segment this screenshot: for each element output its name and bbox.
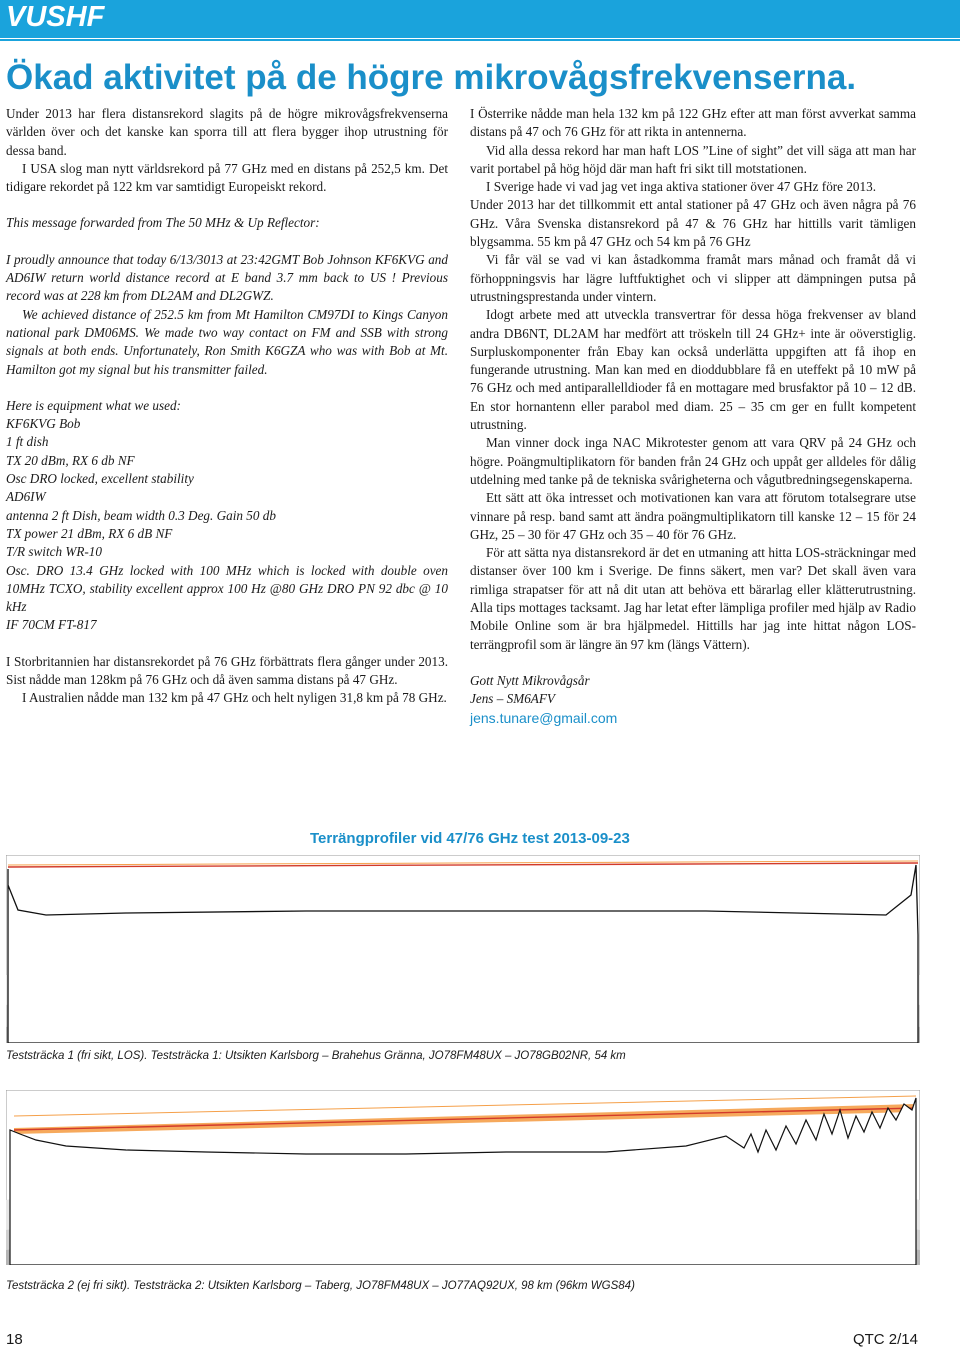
figure-caption-1: Teststräcka 1 (fri sikt, LOS). Teststräcka 1: Utsikten Karlsborg – Brahehus Gränna, JO78FM48UX – JO78GB02NR, 54 km — [6, 1050, 626, 1062]
los-paragraph: Vid alla dessa rekord har man haft LOS ”Line of sight” det vill säga att man har varit portabel på hög höjd där man haft fri sikt till motstationen. — [470, 142, 916, 176]
equipment-list — [6, 397, 448, 635]
equipment-line: AD6IW — [6, 489, 46, 505]
email-link[interactable]: jens.tunare@gmail.com — [470, 709, 618, 726]
issue-label: QTC 2/14 — [852, 1331, 918, 1348]
equipment-line: TX 20 dBm, RX 6 db NF — [6, 452, 135, 468]
section-label: VUSHF — [6, 1, 105, 33]
usa-paragraph: I USA slog man nytt världsrekord på 77 GHz med en distans på 252,5 km. Det tidigare rekordet på 122 km var samtidigt Europeiskt rekord. — [6, 160, 448, 195]
equipment-line: antenna 2 ft Dish, beam width 0.3 Deg. Gain 50 db — [6, 507, 276, 523]
greeting: Gott Nytt Mikrovågsår — [470, 672, 590, 688]
quote-paragraph-1: I proudly announce that today 6/13/3013 at 23:42GMT Bob Johnson KF6KVG and AD6IW return world distance record at E band 3.7 mm back to US ! Previous record was at 228 km from DL2AM and DL2GWZ. — [6, 251, 448, 304]
figure-title: Terrängprofiler vid 47/76 GHz test 2013-09-23 — [310, 830, 630, 847]
signature: Jens – SM6AFV — [470, 691, 555, 707]
figure-caption-2: Teststräcka 2 (ej fri sikt). Teststräcka 2: Utsikten Karlsborg – Taberg, JO78FM48UX – JO77AQ92UX, 98 km (96km WGS84) — [6, 1280, 635, 1292]
intro-paragraph: Under 2013 har flera distansrekord slagits på de högre mikrovågsfrekvenserna världen över och det kanske kan sporra till att flera bygger ihop utrustning för dessa band. — [6, 106, 448, 158]
equipment-line: KF6KVG Bob — [6, 416, 81, 432]
interest-paragraph: Ett sätt att öka intresset och motivationen kan vara att förutom totalsegrare utse vinnare på resp. band samt att ändra poängmultiplikatorn till kanske 12 – 15 för 24 GHz, 25 – 30 för 47 GHz och 35 – 40 för 76 GHz. — [470, 490, 916, 542]
forwarded-note: This message forwarded from The 50 MHz & Up Reflector: — [6, 215, 320, 231]
austria-paragraph: I Österrike nådde man hela 132 km på 122 GHz efter att man först avverkat samma distans på 47 och 76 GHz för att rikta in antennerna. — [470, 106, 916, 140]
header-divider — [0, 39, 960, 41]
year-2013-paragraph: Under 2013 har det tillkommit ett antal stationer på 47 GHz och även några på 76 GHz. Våra Svenska distansrekord på 47 & 76 GHz har hittills varit tämligen blygsamma. 55 km på 47 GHz och 54 km på 76 GHz — [470, 197, 916, 250]
nac-paragraph: Man vinner dock inga NAC Mikrotester genom att vara QRV på 24 GHz och högre. Poängmultiplikatorn för banden från 24 GHz och uppåt ger alldeles för dålig utdelning med tanke på de tekniska svårigheterna och vågutbredningsegenskaperna. — [470, 435, 916, 487]
equipment-line: Osc. DRO 13.4 GHz locked with 100 MHz which is locked with double oven 10MHz TCXO, stability excellent approx 100 Hz @80 GHz DRO PN 92 dbc @ 10 kHz — [6, 562, 448, 615]
article-title: Ökad aktivitet på de högre mikrovågsfrekvenserna. — [6, 58, 857, 97]
equipment-line: 1 ft dish — [6, 434, 49, 450]
uk-paragraph: I Storbritannien har distansrekordet på 76 GHz förbättrats flera gånger under 2013. Sist nådde man 128km på 76 GHz och då även samma distans på 47 GHz. — [6, 653, 448, 688]
terrain-profile-1 — [6, 855, 920, 1043]
sweden-paragraph: I Sverige hade vi vad jag vet inga aktiva stationer över 47 GHz före 2013. — [486, 179, 877, 195]
quote-paragraph-2: We achieved distance of 252.5 km from Mt Hamilton CM97DI to Kings Canyon national park DM06MS. We made two way contact on FM and SSB with strong signals at both ends. Unfortunately, Ron Smith K6GZA who was with Bob at Mt. Hamilton got my signal but his transmitter failed. — [6, 306, 448, 377]
terrain-profile-2 — [6, 1090, 920, 1265]
equipment-line: IF 70CM FT-817 — [6, 617, 97, 633]
spring-paragraph: Vi får väl se vad vi kan åstadkomma framåt mars månad och framåt då vi förhoppningsvis har lägre luftfuktighet och vi slipper att dämpningen putsa på utrustningsprestanda under vintern. — [470, 252, 916, 304]
australia-paragraph: I Australien nådde man 132 km på 47 GHz och helt nyligen 31,8 km på 78 GHz. — [22, 690, 447, 706]
equipment-line: Osc DRO locked, excellent stability — [6, 471, 194, 487]
left-column — [6, 105, 448, 708]
right-column — [470, 105, 916, 727]
records-paragraph: För att sätta nya distansrekord är det en utmaning att hitta LOS-sträckningar med distanser över 100 km i Sverige. De finns säkert, men var? Det skall även vara rimliga strapatser för att nå dit utan att behöva ett bärarlag eller klätterutrustning. Alla tips mottages tacksamt. Jag har letat efter lämpliga profiler med hjälp av Radio Mobile Online som är bra hjälpmedel. Hittills har jag inte hittat någon LOS-terrängprofil som är längre än 97 km (längs Vättern). — [470, 545, 916, 652]
work-paragraph: Idogt arbete med att utveckla transvertrar för dessa höga frekvenser av bland andra DB6NT, DL2AM har medfört att tröskeln till 24 GHz+ inte är oöverstiglig. Surpluskomponenter från Ebay kan också underlätta uppgiften att få ihop en fungerande utrustning. Man kan med en dioddubblare få en uteffekt på 10 mW på 76 GHz och med antiparallelldioder få en mottagare med brusfaktor på 10 – 12 dB. En stor hornantenn eller parabol med diam. 25 – 35 cm ger en fullt kompetent utrustning. — [470, 307, 916, 433]
equipment-line: Here is equipment what we used: — [6, 397, 181, 413]
page-number: 18 — [6, 1331, 23, 1348]
equipment-line: TX power 21 dBm, RX 6 dB NF — [6, 525, 173, 541]
section-header-bar — [0, 0, 960, 38]
equipment-line: T/R switch WR-10 — [6, 544, 102, 560]
